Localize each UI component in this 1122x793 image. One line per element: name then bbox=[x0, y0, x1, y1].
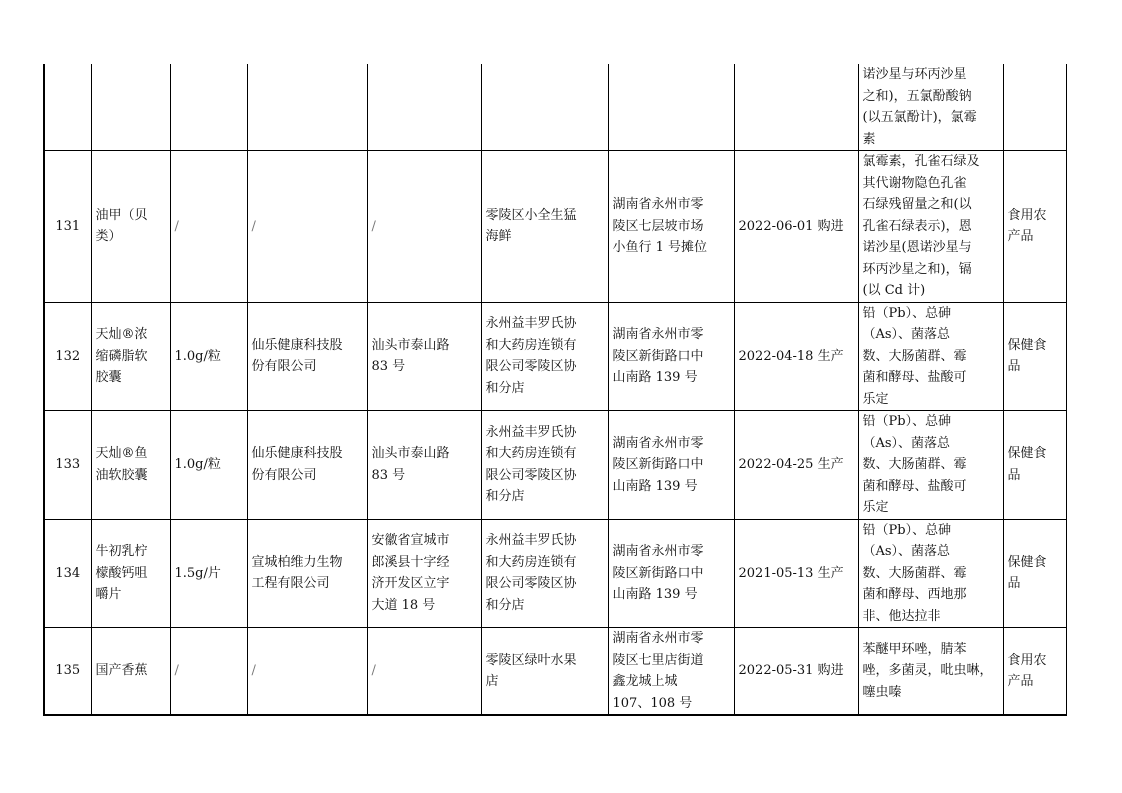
specification-cell bbox=[170, 302, 247, 411]
product-name-line: 檬酸钙咀 bbox=[95, 565, 148, 581]
production-date-text: 2022-04-18 生产 bbox=[738, 348, 844, 364]
production-date-cell bbox=[734, 64, 858, 151]
seller-name-line: 限公司零陵区协 bbox=[485, 467, 577, 483]
row-number-text: 135 bbox=[55, 663, 81, 679]
producer-address-line: 83 号 bbox=[371, 467, 406, 483]
test-items-line: （As）、菌落总 bbox=[862, 327, 951, 342]
seller-name-cell bbox=[481, 519, 608, 628]
producer-address-line: 郎溪县十字经 bbox=[371, 554, 450, 570]
producer-address-line: / bbox=[371, 663, 376, 679]
row-number-text: 131 bbox=[55, 218, 81, 234]
food-category-line: 品 bbox=[1007, 359, 1021, 375]
food-category-cell bbox=[1003, 519, 1066, 628]
producer-name-cell bbox=[247, 519, 367, 628]
food-category-line: 品 bbox=[1007, 467, 1021, 483]
table-row bbox=[44, 519, 1066, 628]
production-date-text: 2022-04-25 生产 bbox=[738, 457, 844, 472]
test-items-line: 诺沙星(恩诺沙星与 bbox=[862, 240, 972, 255]
test-items-line: 苯醚甲环唑，腈苯 bbox=[862, 641, 967, 657]
producer-address-line: 大道 18 号 bbox=[371, 597, 436, 613]
specification-text: 1.5g/片 bbox=[174, 565, 221, 581]
row-number-text: 134 bbox=[55, 565, 81, 581]
seller-name-line: 零陵区小全生猛 bbox=[485, 207, 577, 223]
production-date-cell bbox=[734, 519, 858, 628]
specification-text: / bbox=[174, 218, 179, 234]
seller-name-line: 和分店 bbox=[485, 380, 525, 396]
table-row bbox=[44, 151, 1066, 303]
seller-address-line: 陵区新街路口中 bbox=[612, 348, 704, 364]
production-date-text: 2021-05-13 生产 bbox=[738, 565, 844, 581]
producer-address-cell bbox=[367, 411, 481, 520]
product-name-line: 嚼片 bbox=[95, 587, 122, 602]
seller-name-line: 和大药房连锁有 bbox=[485, 337, 577, 353]
product-name-line: 天灿®浓 bbox=[95, 327, 148, 342]
seller-address-cell bbox=[608, 302, 734, 411]
test-items-cell bbox=[858, 64, 1003, 151]
table-row bbox=[44, 628, 1066, 716]
producer-name-cell bbox=[247, 64, 367, 151]
product-name-line: 油软胶囊 bbox=[95, 467, 148, 483]
test-items-line: 唑，多菌灵，吡虫啉， bbox=[862, 663, 993, 679]
seller-name-line: 零陵区绿叶水果 bbox=[485, 652, 577, 668]
seller-name-line: 店 bbox=[485, 674, 499, 689]
producer-address-line: 安徽省宣城市 bbox=[371, 533, 450, 549]
production-date-text: 2022-05-31 购进 bbox=[738, 663, 844, 679]
specification-cell bbox=[170, 411, 247, 520]
food-category-cell bbox=[1003, 302, 1066, 411]
production-date-text: 2022-06-01 购进 bbox=[738, 218, 844, 234]
test-items-line: 诺沙星与环丙沙星 bbox=[862, 67, 967, 82]
seller-address-line: 107、108 号 bbox=[612, 695, 693, 711]
producer-name-line: 份有限公司 bbox=[251, 467, 317, 483]
producer-name-cell bbox=[247, 151, 367, 303]
seller-address-cell bbox=[608, 519, 734, 628]
seller-name-line: 和分店 bbox=[485, 489, 525, 505]
specification-cell bbox=[170, 628, 247, 716]
producer-address-cell bbox=[367, 628, 481, 716]
seller-name-cell bbox=[481, 64, 608, 151]
food-category-line: 品 bbox=[1007, 576, 1021, 592]
seller-address-line: 陵区七里店街道 bbox=[612, 652, 704, 668]
seller-name-cell bbox=[481, 411, 608, 520]
specification-text: 1.0g/粒 bbox=[174, 457, 221, 472]
product-name-cell bbox=[91, 302, 170, 411]
production-date-cell bbox=[734, 151, 858, 303]
test-items-cell bbox=[858, 411, 1003, 520]
product-name-line: 国产香蕉 bbox=[95, 663, 148, 679]
producer-name-line: / bbox=[251, 663, 256, 679]
test-items-line: 铅（Pb）、总砷 bbox=[862, 305, 952, 321]
seller-address-cell bbox=[608, 628, 734, 716]
row-number-cell bbox=[44, 151, 91, 303]
test-items-line: 数、大肠菌群、霉 bbox=[862, 457, 967, 472]
test-items-line: 铅（Pb）、总砷 bbox=[862, 522, 952, 538]
test-items-line: 数、大肠菌群、霉 bbox=[862, 348, 967, 364]
product-name-line: 类） bbox=[95, 229, 122, 245]
product-name-cell bbox=[91, 519, 170, 628]
row-number-cell bbox=[44, 628, 91, 716]
seller-address-line: 小鱼行 1 号摊位 bbox=[612, 240, 708, 255]
test-items-line: (以五氯酚计)，氯霉 bbox=[862, 110, 977, 125]
seller-name-line: 永州益丰罗氏协 bbox=[485, 533, 577, 549]
test-items-line: 素 bbox=[862, 131, 876, 147]
test-items-cell bbox=[858, 302, 1003, 411]
seller-address-line: 湖南省永州市零 bbox=[612, 435, 704, 451]
production-date-cell bbox=[734, 411, 858, 520]
test-items-line: 菌和酵母、盐酸可 bbox=[862, 478, 967, 494]
specification-text: / bbox=[174, 663, 179, 679]
food-category-line: 保健食 bbox=[1007, 446, 1047, 462]
producer-address-cell bbox=[367, 64, 481, 151]
row-number-cell bbox=[44, 302, 91, 411]
test-items-cell bbox=[858, 519, 1003, 628]
seller-name-cell bbox=[481, 628, 608, 716]
test-items-line: （As）、菌落总 bbox=[862, 435, 951, 451]
product-name-cell bbox=[91, 151, 170, 303]
row-number-cell bbox=[44, 411, 91, 520]
test-items-line: 石绿残留量之和(以 bbox=[862, 197, 972, 212]
product-name-line: 胶囊 bbox=[95, 370, 122, 385]
seller-address-cell bbox=[608, 64, 734, 151]
product-name-line: 油甲（贝 bbox=[95, 207, 148, 223]
food-category-line: 产品 bbox=[1007, 229, 1034, 245]
producer-address-line: 汕头市泰山路 bbox=[371, 446, 450, 462]
table-row bbox=[44, 411, 1066, 520]
test-items-line: 环丙沙星之和)，镉 bbox=[862, 261, 972, 277]
food-category-line: 食用农 bbox=[1007, 207, 1047, 223]
seller-address-line: 陵区新街路口中 bbox=[612, 565, 704, 581]
producer-address-line: 汕头市泰山路 bbox=[371, 337, 450, 353]
test-items-line: 孔雀石绿表示)，恩 bbox=[862, 218, 972, 234]
specification-cell bbox=[170, 519, 247, 628]
seller-address-line: 湖南省永州市零 bbox=[612, 544, 704, 559]
production-date-cell bbox=[734, 302, 858, 411]
product-name-line: 牛初乳柠 bbox=[95, 544, 148, 559]
food-category-line: 保健食 bbox=[1007, 337, 1047, 353]
specification-cell bbox=[170, 151, 247, 303]
specification-cell bbox=[170, 64, 247, 151]
test-items-line: 乐定 bbox=[862, 500, 889, 515]
producer-name-cell bbox=[247, 628, 367, 716]
food-category-cell bbox=[1003, 64, 1066, 151]
food-category-cell bbox=[1003, 411, 1066, 520]
test-items-line: 数、大肠菌群、霉 bbox=[862, 565, 967, 581]
row-number-cell bbox=[44, 64, 91, 151]
seller-address-cell bbox=[608, 411, 734, 520]
food-category-cell bbox=[1003, 151, 1066, 303]
seller-address-line: 湖南省永州市零 bbox=[612, 631, 704, 646]
seller-name-line: 和分店 bbox=[485, 597, 525, 613]
seller-address-line: 陵区七层坡市场 bbox=[612, 218, 704, 234]
seller-address-line: 湖南省永州市零 bbox=[612, 327, 704, 342]
food-category-line: 产品 bbox=[1007, 674, 1034, 689]
producer-name-line: / bbox=[251, 218, 256, 234]
seller-name-line: 和大药房连锁有 bbox=[485, 554, 577, 570]
product-name-line: 缩磷脂软 bbox=[95, 348, 148, 364]
producer-address-line: / bbox=[371, 218, 376, 234]
test-items-line: 铅（Pb）、总砷 bbox=[862, 414, 952, 429]
producer-name-line: 仙乐健康科技股 bbox=[251, 337, 343, 353]
food-category-line: 保健食 bbox=[1007, 554, 1047, 570]
producer-name-line: 仙乐健康科技股 bbox=[251, 446, 343, 462]
production-date-cell bbox=[734, 628, 858, 716]
test-items-line: (以 Cd 计) bbox=[862, 283, 926, 298]
seller-address-line: 湖南省永州市零 bbox=[612, 197, 704, 212]
product-name-cell bbox=[91, 64, 170, 151]
seller-name-line: 海鲜 bbox=[485, 229, 512, 245]
producer-name-cell bbox=[247, 302, 367, 411]
seller-name-line: 永州益丰罗氏协 bbox=[485, 424, 577, 440]
test-items-line: 菌和酵母、西地那 bbox=[862, 587, 967, 602]
test-items-line: 之和)，五氯酚酸钠 bbox=[862, 88, 972, 104]
sampling-results-table bbox=[43, 64, 1067, 716]
table-row bbox=[44, 64, 1066, 151]
producer-name-line: 份有限公司 bbox=[251, 359, 317, 375]
test-items-cell bbox=[858, 628, 1003, 716]
seller-address-line: 鑫龙城上城 bbox=[612, 674, 678, 689]
seller-address-line: 山南路 139 号 bbox=[612, 478, 698, 494]
food-category-line: 食用农 bbox=[1007, 652, 1047, 668]
test-items-line: （As）、菌落总 bbox=[862, 544, 951, 559]
seller-address-cell bbox=[608, 151, 734, 303]
producer-name-line: 宣城柏维力生物 bbox=[251, 554, 343, 570]
producer-address-cell bbox=[367, 302, 481, 411]
producer-address-line: 83 号 bbox=[371, 359, 406, 375]
product-name-cell bbox=[91, 411, 170, 520]
seller-name-line: 和大药房连锁有 bbox=[485, 446, 577, 462]
product-name-cell bbox=[91, 628, 170, 716]
row-number-text: 132 bbox=[55, 348, 81, 364]
test-items-line: 菌和酵母、盐酸可 bbox=[862, 370, 967, 385]
seller-address-line: 陵区新街路口中 bbox=[612, 457, 704, 472]
test-items-line: 其代谢物隐色孔雀 bbox=[862, 175, 967, 191]
producer-address-cell bbox=[367, 519, 481, 628]
seller-name-cell bbox=[481, 302, 608, 411]
row-number-text: 133 bbox=[55, 457, 81, 472]
test-items-cell bbox=[858, 151, 1003, 303]
table-body bbox=[44, 64, 1066, 715]
food-category-cell bbox=[1003, 628, 1066, 716]
producer-name-cell bbox=[247, 411, 367, 520]
test-items-line: 噻虫嗪 bbox=[862, 684, 902, 700]
test-items-line: 氯霉素，孔雀石绿及 bbox=[862, 154, 980, 169]
test-items-line: 乐定 bbox=[862, 391, 889, 407]
table-row bbox=[44, 302, 1066, 411]
specification-text: 1.0g/粒 bbox=[174, 348, 221, 364]
seller-address-line: 山南路 139 号 bbox=[612, 370, 698, 385]
producer-name-line: 工程有限公司 bbox=[251, 576, 330, 592]
seller-name-line: 限公司零陵区协 bbox=[485, 359, 577, 375]
seller-address-line: 山南路 139 号 bbox=[612, 587, 698, 602]
test-items-line: 非、他达拉非 bbox=[862, 608, 941, 624]
product-name-line: 天灿®鱼 bbox=[95, 446, 148, 462]
seller-name-line: 永州益丰罗氏协 bbox=[485, 316, 577, 332]
seller-name-line: 限公司零陵区协 bbox=[485, 576, 577, 592]
producer-address-cell bbox=[367, 151, 481, 303]
seller-name-cell bbox=[481, 151, 608, 303]
producer-address-line: 济开发区立宇 bbox=[371, 576, 450, 592]
row-number-cell bbox=[44, 519, 91, 628]
